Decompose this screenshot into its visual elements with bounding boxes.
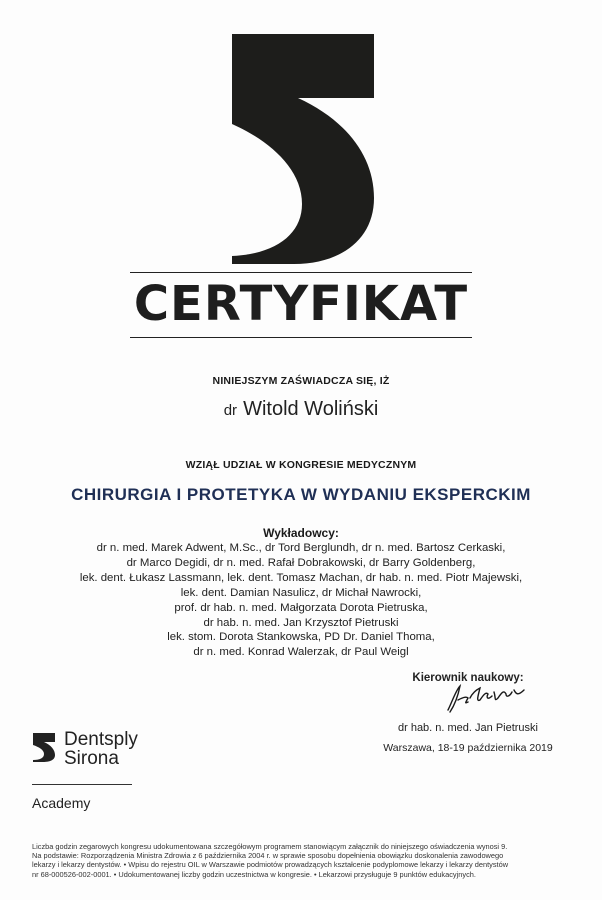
recipient-name: Witold Woliński (243, 398, 379, 420)
attest-text: NINIEJSZYM ZAŚWIADCZA SIĘ, IŻ (212, 375, 390, 387)
footer-line: Na podstawie: Rozporządzenia Ministra Zdrowia z 6 października 2004 r. w sprawie sposobu dopełnienia obowiązku doskonalenia zawodowego (32, 851, 504, 861)
participation-text: WZIĄŁ UDZIAŁ W KONGRESIE MEDYCZNYM (185, 459, 417, 471)
lecturer-line: dr n. med. Marek Adwent, M.Sc., dr Tord Berglundh, dr n. med. Bartosz Cerkaski, (96, 542, 506, 554)
scientific-director-name: dr hab. n. med. Jan Pietruski (397, 722, 538, 734)
title-bottom-rule (130, 337, 472, 338)
brand-academy: Academy (32, 795, 91, 811)
brand-name-line1: Dentsply (64, 729, 138, 750)
lecturer-line: prof. dr hab. n. med. Małgorzata Dorota Pietruska, (174, 601, 428, 614)
lecturer-line: dr Marco Degidi, dr n. med. Rafał Dobrakowski, dr Barry Goldenberg, (126, 556, 476, 569)
place-date: Warszawa, 18-19 października 2019 (383, 742, 553, 754)
footer-line: nr 68-000526-002-0001. • Udokumentowanej liczby godzin uczestnictwa w kongresie. • Lekarzowi przysługuje 9 punktów edukacyjnych. (32, 869, 476, 879)
handwritten-signature (440, 680, 530, 716)
dentsply-sirona-logo-icon (32, 732, 56, 762)
lecturer-line: lek. stom. Dorota Stankowska, PD Dr. Daniel Thoma, (167, 631, 435, 644)
footer-line: lekarzy i lekarzy dentystów. • Wpisu do rejestru OIL w Warszawie podmiotów prowadzących kształcenie podyplomowe lekarzy i lekarzy dentystów (32, 860, 509, 870)
title-top-rule (130, 272, 472, 273)
dentsply-s-logo-icon (228, 28, 378, 266)
recipient (0, 398, 602, 421)
footer-line: Liczba godzin zegarowych kongresu udokumentowana szczegółowym programem stanowiącym załącznik do niniejszego oświadczenia wynosi 9. (32, 842, 508, 851)
lecturer-line: dr hab. n. med. Jan Krzysztof Pietruski (203, 616, 399, 629)
course-title: CHIRURGIA I PROTETYKA W WYDANIU EKSPERCKIM (71, 485, 531, 504)
lecturer-line: lek. dent. Łukasz Lassmann, lek. dent. Tomasz Machan, dr hab. n. med. Piotr Majewski, (79, 571, 523, 584)
recipient-prefix: dr (223, 402, 238, 419)
lecturers-list (0, 541, 602, 660)
scientific-director-label: Kierownik naukowy: (412, 672, 524, 684)
lecturer-line: dr n. med. Konrad Walerzak, dr Paul Weigl (193, 646, 409, 659)
brand-divider (32, 784, 132, 785)
lecturers-heading: Wykładowcy: (263, 526, 339, 540)
footer-legal-text (32, 842, 580, 879)
brand-name-line2: Sirona (64, 748, 119, 769)
certificate-title: CERTYFIKAT (133, 276, 469, 332)
lecturer-line: lek. dent. Damian Nasulicz, dr Michał Nawrocki, (180, 586, 422, 599)
